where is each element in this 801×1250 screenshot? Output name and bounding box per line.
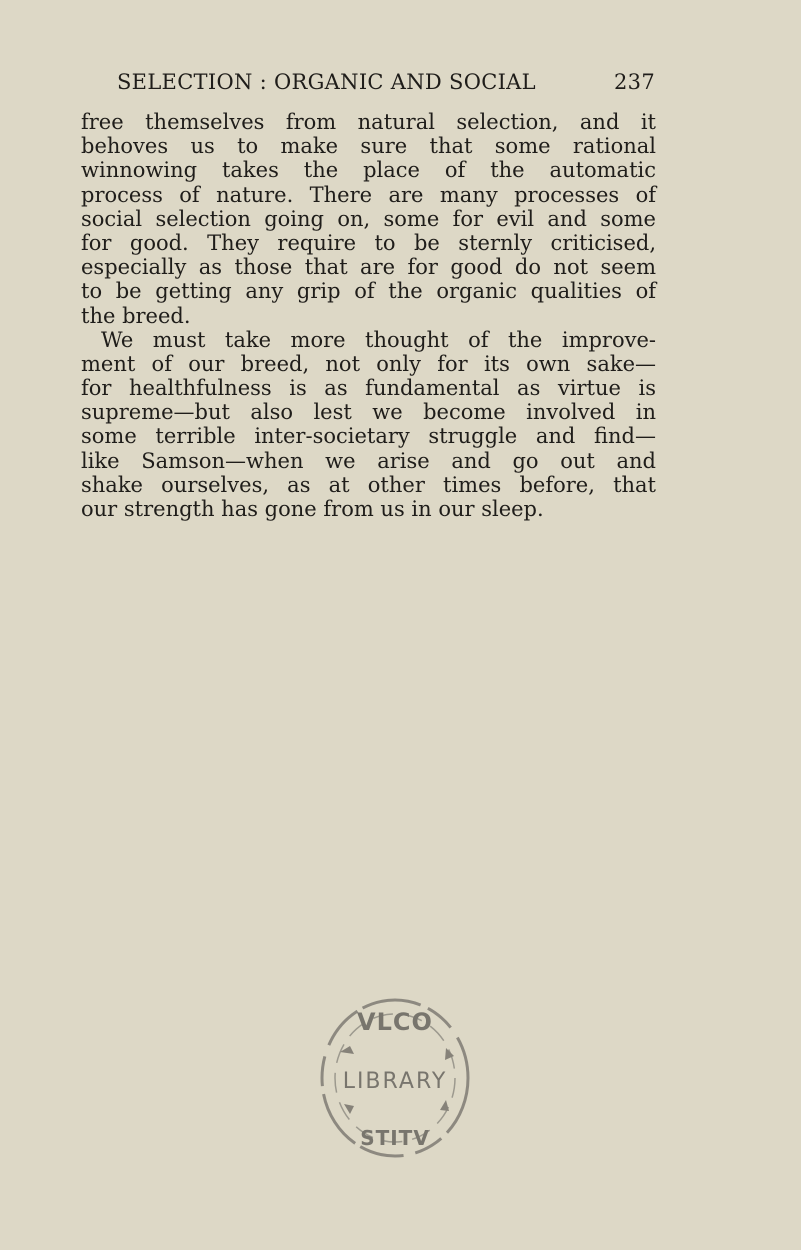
stamp-mark — [344, 1104, 354, 1114]
library-stamp-graphic — [310, 990, 480, 1165]
text-line: process of nature. There are many processes of — [81, 182, 656, 207]
text-line: shake ourselves, as at other times before, that — [81, 472, 656, 497]
text-line: social selection going on, some for evil and some — [81, 206, 656, 231]
text-line: free themselves from natural selection, and it — [81, 110, 656, 134]
library-stamp — [310, 990, 480, 1165]
text-line: especially as those that are for good do not seem — [81, 255, 656, 280]
text-line: winnowing takes the place of the automatic — [81, 158, 656, 183]
text-line: ment of our breed, not only for its own sake— — [81, 351, 656, 376]
text-line: for healthfulness is as fundamental as virtue is — [81, 376, 656, 401]
text-line: some terrible inter-societary struggle and find— — [81, 424, 656, 449]
running-head — [117, 70, 655, 94]
text-line: behoves us to make sure that some rational — [81, 134, 656, 159]
stamp-top-text: VLCO — [357, 1008, 433, 1036]
stamp-mark — [440, 1100, 449, 1111]
text-line: our strength has gone from us in our sleep. — [81, 497, 544, 521]
running-head-title: SELECTION : ORGANIC AND SOCIAL — [117, 70, 536, 94]
text-line: We must take more thought of the improve- — [101, 327, 656, 352]
text-line: to be getting any grip of the organic qualities of — [81, 279, 656, 304]
text-line: for good. They require to be sternly criticised, — [81, 230, 656, 255]
paragraph — [81, 110, 656, 328]
body-text — [81, 110, 656, 521]
page-number: 237 — [614, 70, 655, 94]
text-line: supreme—but also lest we become involved in — [81, 400, 656, 425]
text-line: the breed. — [81, 303, 191, 328]
stamp-center-text: LIBRARY — [342, 1069, 448, 1094]
text-line: like Samson—when we arise and go out and — [81, 448, 656, 473]
stamp-bottom-text: STITV — [360, 1126, 430, 1150]
paragraph — [81, 328, 656, 522]
